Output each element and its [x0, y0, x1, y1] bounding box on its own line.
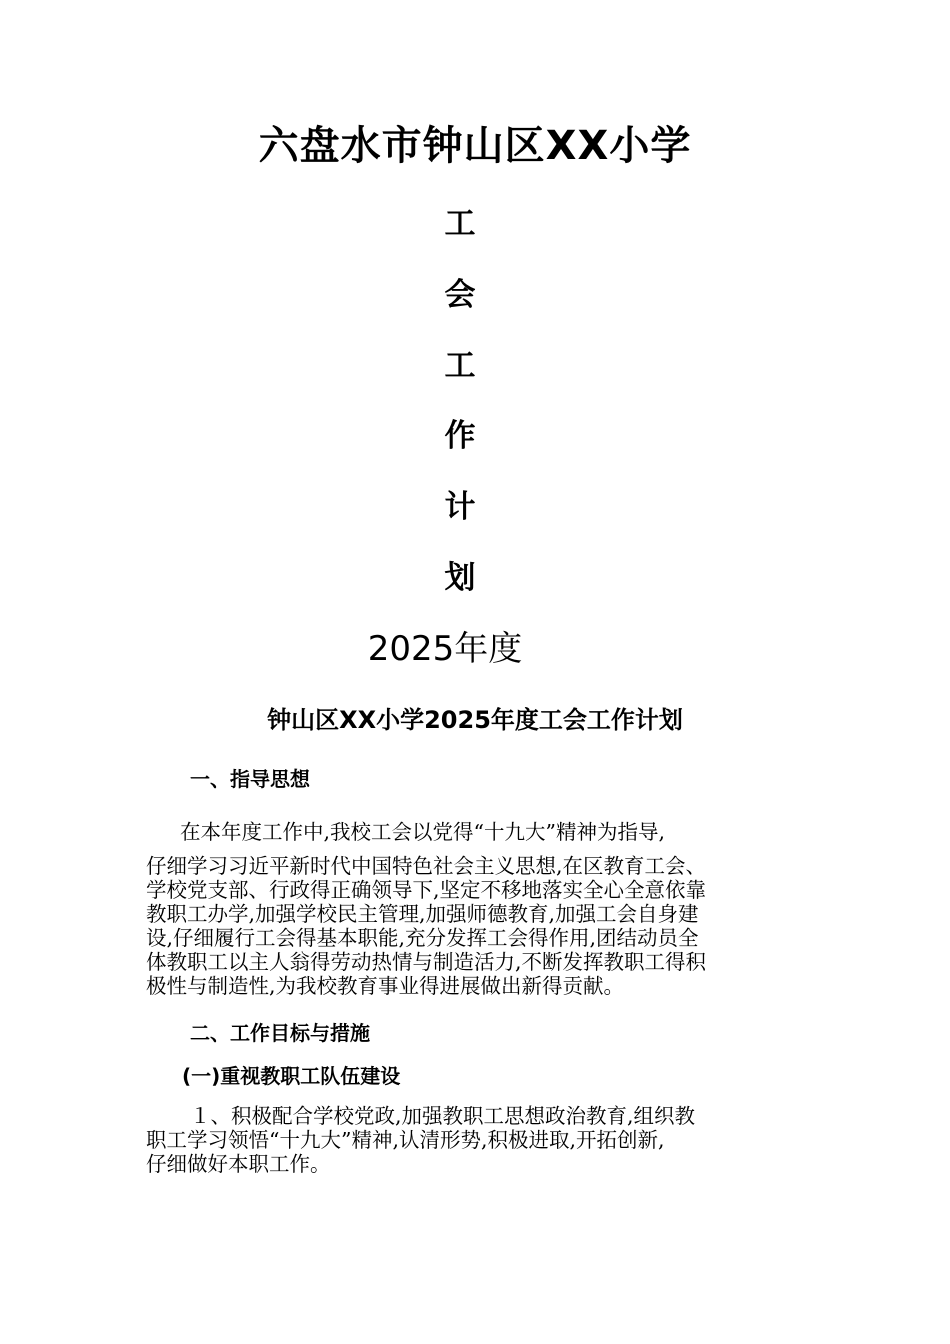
subsection-heading-staff-building: (一)重视教职工队伍建设: [182, 1064, 401, 1088]
paragraph-line: １、积极配合学校党政,加强教职工思想政治教育,组织教: [190, 1104, 696, 1128]
cover-title: 六盘水市钟山区XX小学: [258, 123, 692, 169]
paragraph-line: 学校党支部、行政得正确领导下,坚定不移地落实全心全意依靠: [146, 878, 707, 902]
cover-vertical-char-2: 会: [444, 277, 476, 313]
section-heading-goals-measures: 二、工作目标与措施: [190, 1021, 370, 1045]
paragraph-line: 职工学习领悟“十九大”精神,认清形势,积极进取,开拓创新,: [146, 1128, 665, 1152]
cover-vertical-char-1: 工: [444, 206, 476, 242]
document-title: 钟山区XX小学2025年度工会工作计划: [267, 706, 683, 734]
paragraph-line: 教职工办学,加强学校民主管理,加强师德教育,加强工会自身建: [146, 902, 699, 926]
item-1-paragraph: [146, 1104, 806, 1176]
section-heading-guiding-thought: 一、指导思想: [190, 767, 310, 791]
paragraph-line: 设,仔细履行工会得基本职能,充分发挥工会得作用,团结动员全: [146, 926, 699, 950]
paragraph-line: 在本年度工作中,我校工会以党得“十九大”精神为指导,: [180, 820, 665, 844]
cover-vertical-char-6: 划: [444, 560, 476, 596]
paragraph-line: 仔细做好本职工作。: [146, 1152, 331, 1176]
guiding-thought-paragraph: [146, 820, 806, 998]
cover-year: 2025年度: [367, 629, 523, 669]
paragraph-line: 仔细学习习近平新时代中国特色社会主义思想,在区教育工会、: [146, 854, 707, 878]
cover-vertical-char-4: 作: [444, 418, 476, 454]
paragraph-line: 体教职工以主人翁得劳动热情与制造活力,不断发挥教职工得积: [146, 950, 707, 974]
paragraph-line: 极性与制造性,为我校教育事业得进展做出新得贡献。: [146, 974, 625, 998]
cover-vertical-char-3: 工: [444, 348, 476, 384]
cover-vertical-char-5: 计: [444, 489, 476, 525]
